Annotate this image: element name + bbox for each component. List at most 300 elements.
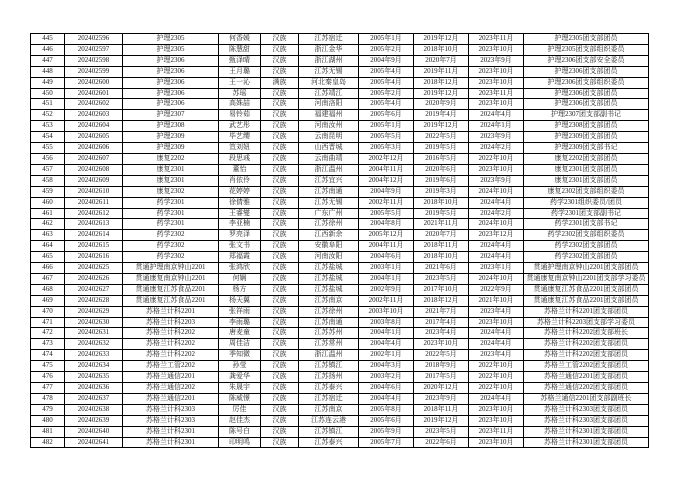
join-date-cell: 2019年6月 [414,175,469,186]
name-cell: 甄泽晴 [219,55,261,66]
join-date-cell: 2019年5月 [414,208,469,219]
birth-date-cell: 2003年10月 [359,306,414,317]
ethnicity-cell: 汉族 [261,99,299,110]
name-cell: 苏瑶 [219,88,261,99]
student-id-cell: 202402627 [65,284,123,295]
hometown-cell: 江苏连云港 [299,415,359,426]
ethnicity-cell: 汉族 [261,263,299,274]
student-id-cell: 202402605 [65,132,123,143]
ethnicity-cell: 汉族 [261,393,299,404]
ethnicity-cell: 汉族 [261,241,299,252]
transfer-date-cell: 2023年9月 [469,132,524,143]
transfer-date-cell: 2024年4月 [469,197,524,208]
student-id-cell: 202402611 [65,197,123,208]
class-cell: 康复2301 [123,175,219,186]
position-cell: 药学2301团支部书记 [524,219,649,230]
birth-date-cell: 2005年2月 [359,88,414,99]
class-cell: 康复2302 [123,186,219,197]
table-row [31,263,649,274]
class-cell: 苏格兰通信2201 [123,372,219,383]
transfer-date-cell: 2022年10月 [469,372,524,383]
name-cell: 段思彧 [219,153,261,164]
position-cell: 苏格兰工管2202团支部团员 [524,361,649,372]
join-date-cell: 2019年11月 [414,66,469,77]
table-row [31,121,649,132]
ethnicity-cell: 汉族 [261,164,299,175]
student-id-cell: 202402607 [65,153,123,164]
class-cell: 护理2305 [123,34,219,45]
row-number-cell: 466 [31,263,65,274]
join-date-cell: 2020年7月 [414,55,469,66]
ethnicity-cell: 汉族 [261,372,299,383]
row-number-cell: 476 [31,372,65,383]
class-cell: 药学2301 [123,197,219,208]
name-cell: 张文书 [219,241,261,252]
birth-date-cell: 2004年9月 [359,55,414,66]
student-id-cell: 202402596 [65,34,123,45]
position-cell: 护理2309团支部团员 [524,132,649,143]
birth-date-cell: 2005年3月 [359,143,414,154]
name-cell: 陈威憬 [219,393,261,404]
class-cell: 护理2309 [123,132,219,143]
position-cell: 苏格兰计科2303团支部团员 [524,404,649,415]
position-cell: 药学2301团支部副书记 [524,208,649,219]
birth-date-cell: 2005年5月 [359,208,414,219]
table-row [31,197,649,208]
student-id-cell: 202402614 [65,230,123,241]
table-row [31,437,649,448]
hometown-cell: 江苏常州 [299,339,359,350]
join-date-cell: 2020年7月 [414,230,469,241]
position-cell: 康复2202团支部团员 [524,153,649,164]
roster-table-body [31,34,649,448]
join-date-cell: 2020年9月 [414,99,469,110]
ethnicity-cell: 汉族 [261,44,299,55]
birth-date-cell: 2005年2月 [359,44,414,55]
table-row [31,328,649,339]
hometown-cell: 江苏靖江 [299,88,359,99]
birth-date-cell: 2004年4月 [359,393,414,404]
student-id-cell: 202402600 [65,77,123,88]
table-row [31,219,649,230]
transfer-date-cell: 2023年4月 [469,306,524,317]
hometown-cell: 江苏镇江 [299,426,359,437]
ethnicity-cell: 汉族 [261,34,299,45]
birth-date-cell: 2004年4月 [359,339,414,350]
row-number-cell: 453 [31,121,65,132]
hometown-cell: 江苏盐城 [299,284,359,295]
name-cell: 郑福霞 [219,252,261,263]
class-cell: 苏格兰计科2303 [123,404,219,415]
class-cell: 苏格兰计科2201 [123,306,219,317]
position-cell: 康复2301团支部团员 [524,164,649,175]
ethnicity-cell: 满族 [261,77,299,88]
row-number-cell: 457 [31,164,65,175]
transfer-date-cell: 2024年10月 [469,186,524,197]
class-cell: 贯通护理南京钟山2201 [123,263,219,274]
row-number-cell: 461 [31,208,65,219]
row-number-cell: 463 [31,230,65,241]
row-number-cell: 454 [31,132,65,143]
class-cell: 苏格兰工管2202 [123,361,219,372]
row-number-cell: 472 [31,328,65,339]
position-cell: 药学2302团支部团员 [524,241,649,252]
hometown-cell: 江苏徐州 [299,306,359,317]
student-id-cell: 202402626 [65,273,123,284]
position-cell: 苏格兰计科2203团支部学习委员 [524,317,649,328]
name-cell: 董怡 [219,164,261,175]
class-cell: 药学2302 [123,252,219,263]
join-date-cell: 2017年5月 [414,372,469,383]
table-row [31,88,649,99]
class-cell: 苏格兰计科2303 [123,415,219,426]
table-row [31,372,649,383]
position-cell: 护理2306团支部团员 [524,88,649,99]
join-date-cell: 2019年12月 [414,121,469,132]
row-number-cell: 449 [31,77,65,88]
transfer-date-cell: 2023年10月 [469,437,524,448]
row-number-cell: 471 [31,317,65,328]
name-cell: 赵佳杰 [219,415,261,426]
student-id-cell: 202402637 [65,393,123,404]
class-cell: 苏格兰计科2202 [123,339,219,350]
ethnicity-cell: 汉族 [261,230,299,241]
position-cell: 苏格兰计科2303团支部团员 [524,415,649,426]
name-cell: 花婷婷 [219,186,261,197]
join-date-cell: 2017年10月 [414,284,469,295]
join-date-cell: 2019年4月 [414,110,469,121]
birth-date-cell: 2004年1月 [359,273,414,284]
birth-date-cell: 2004年9月 [359,186,414,197]
birth-date-cell: 2004年6月 [359,383,414,394]
position-cell: 药学2301组织委员/团员 [524,197,649,208]
transfer-date-cell: 2024年4月 [469,252,524,263]
join-date-cell: 2022年5月 [414,350,469,361]
position-cell: 苏格兰通信2201团支部团员 [524,372,649,383]
table-row [31,317,649,328]
birth-date-cell: 2005年12月 [359,230,414,241]
position-cell: 苏格兰通信2201团支部副班长 [524,393,649,404]
hometown-cell: 江苏泰兴 [299,383,359,394]
join-date-cell: 2018年12月 [414,77,469,88]
ethnicity-cell: 汉族 [261,328,299,339]
position-cell: 护理2307团支部副书记 [524,110,649,121]
name-cell: 徐倩雅 [219,197,261,208]
birth-date-cell: 2002年11月 [359,295,414,306]
student-id-cell: 202402603 [65,110,123,121]
name-cell: 印明鸣 [219,437,261,448]
birth-date-cell: 2002年1月 [359,350,414,361]
student-id-cell: 202402633 [65,350,123,361]
table-row [31,66,649,77]
position-cell: 贯通康复江苏食品2201团支部团员 [524,295,649,306]
row-number-cell: 473 [31,339,65,350]
ethnicity-cell: 汉族 [261,350,299,361]
ethnicity-cell: 汉族 [261,153,299,164]
join-date-cell: 2019年12月 [414,88,469,99]
join-date-cell: 2018年9月 [414,361,469,372]
row-number-cell: 465 [31,252,65,263]
join-date-cell: 2018年12月 [414,295,469,306]
row-number-cell: 452 [31,110,65,121]
row-number-cell: 467 [31,273,65,284]
row-number-cell: 468 [31,284,65,295]
table-row [31,426,649,437]
class-cell: 药学2302 [123,241,219,252]
table-row [31,415,649,426]
row-number-cell: 455 [31,143,65,154]
ethnicity-cell: 汉族 [261,219,299,230]
class-cell: 苏格兰通信2202 [123,383,219,394]
hometown-cell: 江苏盐城 [299,273,359,284]
row-number-cell: 451 [31,99,65,110]
name-cell: 张祥雨 [219,306,261,317]
table-row [31,77,649,88]
name-cell: 唐麦童 [219,328,261,339]
join-date-cell: 2018年11月 [414,241,469,252]
join-date-cell: 2018年10月 [414,252,469,263]
table-row [31,44,649,55]
position-cell: 贯通护理南京钟山2201团支部团员 [524,263,649,274]
table-row [31,208,649,219]
name-cell: 王一沁 [219,77,261,88]
join-date-cell: 2020年6月 [414,164,469,175]
birth-date-cell: 2005年7月 [359,437,414,448]
student-id-cell: 202402604 [65,121,123,132]
class-cell: 贯通康复江苏食品2201 [123,284,219,295]
row-number-cell: 445 [31,34,65,45]
birth-date-cell: 2004年3月 [359,361,414,372]
hometown-cell: 江苏宜兴 [299,175,359,186]
ethnicity-cell: 汉族 [261,143,299,154]
row-number-cell: 481 [31,426,65,437]
row-number-cell: 448 [31,66,65,77]
ethnicity-cell: 汉族 [261,175,299,186]
name-cell: 季知微 [219,350,261,361]
row-number-cell: 458 [31,175,65,186]
transfer-date-cell: 2023年4月 [469,350,524,361]
position-cell: 康复2301团支部团员 [524,175,649,186]
class-cell: 苏格兰通信2201 [123,393,219,404]
hometown-cell: 江苏南京 [299,295,359,306]
table-row [31,383,649,394]
class-cell: 护理2309 [123,143,219,154]
hometown-cell: 江苏无锡 [299,197,359,208]
name-cell: 陈号白 [219,426,261,437]
name-cell: 肖依伶 [219,175,261,186]
row-number-cell: 469 [31,295,65,306]
class-cell: 贯通康复南京钟山2201 [123,273,219,284]
hometown-cell: 河南洛阳 [299,99,359,110]
birth-date-cell: 2002年12月 [359,153,414,164]
name-cell: 杨方 [219,284,261,295]
position-cell: 苏格兰通信2202团支部团员 [524,383,649,394]
position-cell: 药学2302团支部组织委员 [524,230,649,241]
ethnicity-cell: 汉族 [261,121,299,132]
birth-date-cell: 2002年9月 [359,284,414,295]
table-row [31,164,649,175]
class-cell: 药学2301 [123,219,219,230]
transfer-date-cell: 2022年9月 [469,284,524,295]
transfer-date-cell: 2023年10月 [469,44,524,55]
ethnicity-cell: 汉族 [261,273,299,284]
hometown-cell: 江苏扬州 [299,372,359,383]
class-cell: 苏格兰计科2301 [123,437,219,448]
transfer-date-cell: 2023年10月 [469,415,524,426]
hometown-cell: 江苏南通 [299,186,359,197]
student-id-cell: 202402613 [65,219,123,230]
position-cell: 药学2302团支部团员 [524,252,649,263]
table-row [31,99,649,110]
transfer-date-cell: 2024年10月 [469,273,524,284]
student-id-cell: 202402601 [65,88,123,99]
table-row [31,186,649,197]
join-date-cell: 2016年5月 [414,153,469,164]
position-cell: 苏格兰计科2202团支部团员 [524,339,649,350]
ethnicity-cell: 汉族 [261,404,299,415]
name-cell: 毕艺缨 [219,132,261,143]
class-cell: 药学2301 [123,208,219,219]
student-id-cell: 202402615 [65,241,123,252]
hometown-cell: 河南汝阳 [299,252,359,263]
table-row [31,143,649,154]
join-date-cell: 2017年4月 [414,317,469,328]
class-cell: 苏格兰计科2203 [123,317,219,328]
hometown-cell: 江西新余 [299,230,359,241]
table-row [31,153,649,164]
name-cell: 朱晟宇 [219,383,261,394]
transfer-date-cell: 2024年4月 [469,393,524,404]
row-number-cell: 447 [31,55,65,66]
row-number-cell: 470 [31,306,65,317]
join-date-cell: 2019年12月 [414,34,469,45]
hometown-cell: 江苏泰兴 [299,437,359,448]
transfer-date-cell: 2023年10月 [469,99,524,110]
student-id-cell: 202402597 [65,44,123,55]
name-cell: 陈慧甜 [219,44,261,55]
student-id-cell: 202402629 [65,306,123,317]
hometown-cell: 江苏南京 [299,404,359,415]
student-id-cell: 202402612 [65,208,123,219]
student-id-cell: 202402609 [65,175,123,186]
class-cell: 苏格兰计科2301 [123,426,219,437]
transfer-date-cell: 2024年10月 [469,219,524,230]
class-cell: 护理2306 [123,66,219,77]
ethnicity-cell: 汉族 [261,339,299,350]
position-cell: 护理2306团支部团员 [524,66,649,77]
table-row [31,295,649,306]
row-number-cell: 474 [31,350,65,361]
position-cell: 护理2306团支部组织委员 [524,77,649,88]
join-date-cell: 2022年5月 [414,132,469,143]
join-date-cell: 2019年3月 [414,186,469,197]
student-id-cell: 202402628 [65,295,123,306]
class-cell: 苏格兰计科2202 [123,350,219,361]
name-cell: 王月璐 [219,66,261,77]
birth-date-cell: 2004年6月 [359,252,414,263]
birth-date-cell: 2003年2月 [359,372,414,383]
table-row [31,361,649,372]
birth-date-cell: 2005年5月 [359,132,414,143]
join-date-cell: 2018年11月 [414,404,469,415]
name-cell: 李亚楠 [219,219,261,230]
hometown-cell: 云南昆明 [299,132,359,143]
table-row [31,306,649,317]
student-id-cell: 202402635 [65,372,123,383]
join-date-cell: 2023年5月 [414,426,469,437]
ethnicity-cell: 汉族 [261,284,299,295]
ethnicity-cell: 汉族 [261,55,299,66]
join-date-cell: 2020年12月 [414,383,469,394]
transfer-date-cell: 2021年10月 [469,295,524,306]
name-cell: 王睿燮 [219,208,261,219]
name-cell: 武艺彤 [219,121,261,132]
transfer-date-cell: 2023年11月 [469,34,524,45]
class-cell: 护理2307 [123,110,219,121]
table-row [31,175,649,186]
hometown-cell: 河南汝州 [299,121,359,132]
name-cell: 孙莹 [219,361,261,372]
name-cell: 龚爱华 [219,372,261,383]
row-number-cell: 475 [31,361,65,372]
position-cell: 护理2309团支部书记 [524,143,649,154]
hometown-cell: 浙江金华 [299,44,359,55]
name-cell: 厉佳 [219,404,261,415]
class-cell: 护理2306 [123,99,219,110]
hometown-cell: 浙江温州 [299,350,359,361]
student-id-cell: 202402639 [65,415,123,426]
row-number-cell: 460 [31,197,65,208]
birth-date-cell: 2004年1月 [359,328,414,339]
class-cell: 护理2305 [123,44,219,55]
row-number-cell: 456 [31,153,65,164]
transfer-date-cell: 2023年10月 [469,164,524,175]
student-id-cell: 202402610 [65,186,123,197]
student-id-cell: 202402636 [65,383,123,394]
transfer-date-cell: 2023年1月 [469,263,524,274]
birth-date-cell: 2005年4月 [359,99,414,110]
row-number-cell: 478 [31,393,65,404]
table-row [31,393,649,404]
student-id-cell: 202402641 [65,437,123,448]
name-cell: 何香媛 [219,34,261,45]
ethnicity-cell: 汉族 [261,317,299,328]
transfer-date-cell: 2024年4月 [469,241,524,252]
birth-date-cell: 2005年6月 [359,415,414,426]
table-row [31,273,649,284]
student-id-cell: 202402599 [65,66,123,77]
position-cell: 苏格兰计科2202团支部班长 [524,328,649,339]
hometown-cell: 江苏徐州 [299,219,359,230]
transfer-date-cell: 2024年4月 [469,328,524,339]
class-cell: 护理2306 [123,88,219,99]
hometown-cell: 江苏苏州 [299,328,359,339]
row-number-cell: 482 [31,437,65,448]
birth-date-cell: 2005年1月 [359,121,414,132]
transfer-date-cell: 2024年1月 [469,121,524,132]
table-row [31,55,649,66]
hometown-cell: 浙江温州 [299,164,359,175]
birth-date-cell: 2005年9月 [359,426,414,437]
hometown-cell: 山西晋城 [299,143,359,154]
join-date-cell: 2023年9月 [414,393,469,404]
hometown-cell: 云南曲靖 [299,153,359,164]
name-cell: 杨天翼 [219,295,261,306]
member-roster-table [30,33,649,448]
class-cell: 护理2306 [123,77,219,88]
birth-date-cell: 2004年11月 [359,241,414,252]
position-cell: 康复2302团支部组织委员 [524,186,649,197]
